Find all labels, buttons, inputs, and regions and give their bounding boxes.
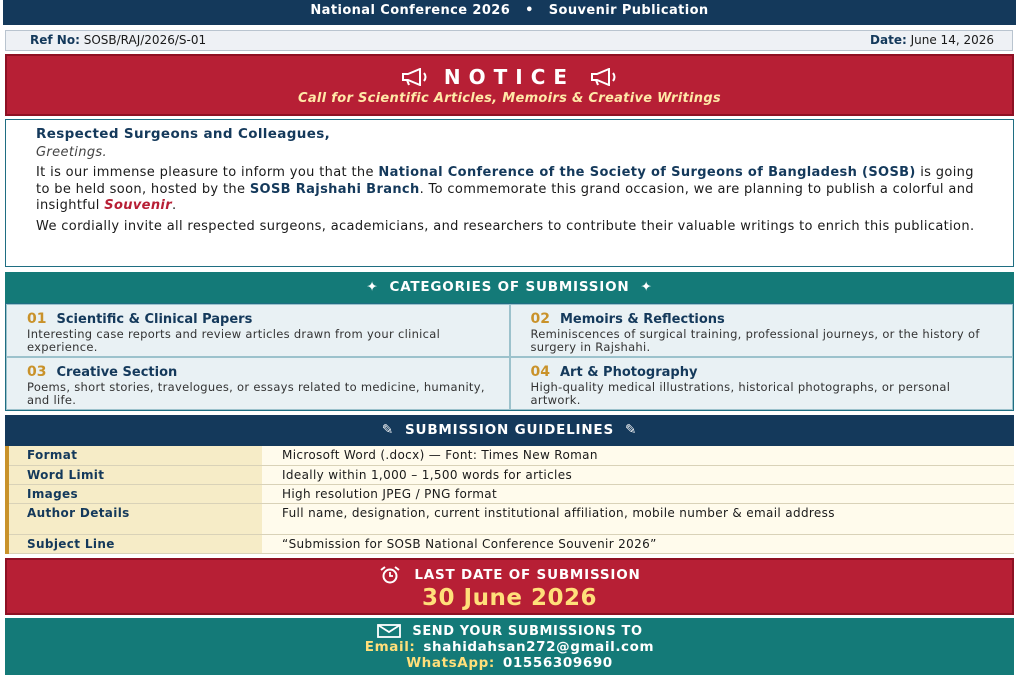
guideline-value: “Submission for SOSB National Conference Souvenir 2026” — [262, 534, 1014, 553]
category-description: Reminiscences of surgical training, professional journeys, or the history of surgery in Rajshahi. — [530, 327, 980, 354]
guidelines-heading-text: SUBMISSION GUIDELINES — [405, 422, 614, 438]
greeting: Greetings. — [36, 144, 108, 160]
p1-text-b: is going to be held soon, hosted by the — [36, 165, 974, 197]
ref-date — [870, 31, 994, 50]
category-title: Creative Section — [56, 365, 178, 380]
salutation: Respected Surgeons and Colleagues, — [36, 126, 331, 142]
notice-subtitle: Call for Scientific Articles, Memoirs & Creative Writings — [298, 91, 721, 106]
category-description: Interesting case reports and review articles drawn from your clinical experience. — [27, 327, 441, 354]
guideline-value: Ideally within 1,000 – 1,500 words for articles — [262, 465, 1014, 484]
guideline-key: Subject Line — [7, 534, 262, 553]
reference-bar — [5, 30, 1013, 51]
contact-heading-row — [5, 623, 1014, 639]
publication-label: Souvenir Publication — [548, 3, 709, 18]
category-number: 02 — [530, 311, 550, 327]
p1-text-c: . To commemorate this grand occasion, we are planning to publish a colorful and insightful — [36, 181, 974, 213]
sparkle-icon: ✦ — [366, 279, 379, 295]
category-number: 04 — [530, 364, 550, 380]
branch-highlight: SOSB Rajshahi Branch — [249, 181, 420, 197]
conference-highlight: National Conference of the Society of Surgeons of Bangladesh (SOSB) — [378, 165, 916, 180]
category-card — [510, 304, 1014, 357]
invite-paragraph: We cordially invite all respected surgeons, academicians, and researchers to contribute their valuable writings to enrich this publication. — [36, 218, 975, 234]
guideline-key: Word Limit — [7, 465, 262, 484]
intro-paragraph — [36, 165, 983, 215]
guidelines-table — [5, 446, 1014, 554]
pencil-icon: ✎ — [381, 422, 395, 438]
ref-label: Ref No: — [30, 33, 80, 47]
categories-heading-text: CATEGORIES OF SUBMISSION — [389, 279, 630, 295]
guideline-key: Images — [7, 484, 262, 503]
categories-grid — [5, 303, 1014, 411]
table-row — [7, 446, 1014, 465]
category-number: 03 — [27, 364, 47, 380]
contact-banner — [5, 618, 1014, 675]
email-line — [5, 639, 1014, 655]
categories-heading — [5, 272, 1014, 303]
ref-number — [30, 31, 206, 50]
date-label: Date: — [870, 33, 907, 47]
p1-text-a: It is our immense pleasure to inform you that the — [36, 165, 379, 180]
table-row — [7, 534, 1014, 553]
whatsapp-number[interactable]: 01556309690 — [502, 655, 613, 671]
notice-banner — [5, 54, 1014, 116]
guidelines-heading — [5, 415, 1014, 446]
whatsapp-label: WhatsApp: — [406, 655, 495, 671]
table-row — [7, 465, 1014, 484]
category-number: 01 — [27, 311, 47, 327]
category-description: Poems, short stories, travelogues, or essays related to medicine, humanity, and life. — [27, 380, 485, 407]
sparkle-icon: ✦ — [640, 279, 653, 295]
guideline-value: High resolution JPEG / PNG format — [262, 484, 1014, 503]
table-row — [7, 503, 1014, 534]
alarm-clock-icon — [378, 566, 402, 584]
souvenir-highlight: Souvenir — [104, 198, 172, 213]
guideline-key: Format — [7, 446, 262, 465]
category-title: Art & Photography — [559, 365, 698, 380]
guideline-key: Author Details — [7, 503, 262, 534]
letter-body — [5, 119, 1014, 267]
notice-title-row — [7, 64, 1012, 90]
guideline-value: Microsoft Word (.docx) — Font: Times New Roman — [262, 446, 1014, 465]
separator-dot: • — [525, 3, 534, 18]
email-label: Email: — [364, 639, 416, 655]
category-card — [510, 357, 1014, 410]
whatsapp-line — [5, 655, 1014, 671]
deadline-date: 30 June 2026 — [422, 585, 597, 611]
megaphone-icon — [400, 68, 430, 86]
notice-title: NOTICE — [443, 65, 576, 89]
pencil-icon: ✎ — [624, 422, 638, 438]
ref-value: SOSB/RAJ/2026/S-01 — [83, 33, 207, 47]
deadline-label: LAST DATE OF SUBMISSION — [414, 567, 641, 583]
email-link[interactable]: shahidahsan272@gmail.com — [423, 639, 655, 655]
deadline-banner — [5, 558, 1014, 615]
table-row — [7, 484, 1014, 503]
top-banner — [3, 0, 1016, 25]
megaphone-icon — [589, 68, 619, 86]
guideline-value: Full name, designation, current institutional affiliation, mobile number & email address — [262, 503, 1014, 534]
category-description: High-quality medical illustrations, historical photographs, or personal artwork. — [530, 380, 951, 407]
date-value: June 14, 2026 — [910, 33, 994, 47]
category-title: Scientific & Clinical Papers — [56, 312, 253, 327]
conference-label: National Conference 2026 — [310, 3, 511, 18]
deadline-label-row — [7, 566, 1012, 584]
p1-text-d: . — [172, 198, 177, 213]
envelope-icon — [376, 623, 402, 639]
category-title: Memoirs & Reflections — [559, 312, 725, 327]
category-card — [6, 357, 510, 410]
contact-heading: SEND YOUR SUBMISSIONS TO — [412, 623, 643, 639]
category-card — [6, 304, 510, 357]
